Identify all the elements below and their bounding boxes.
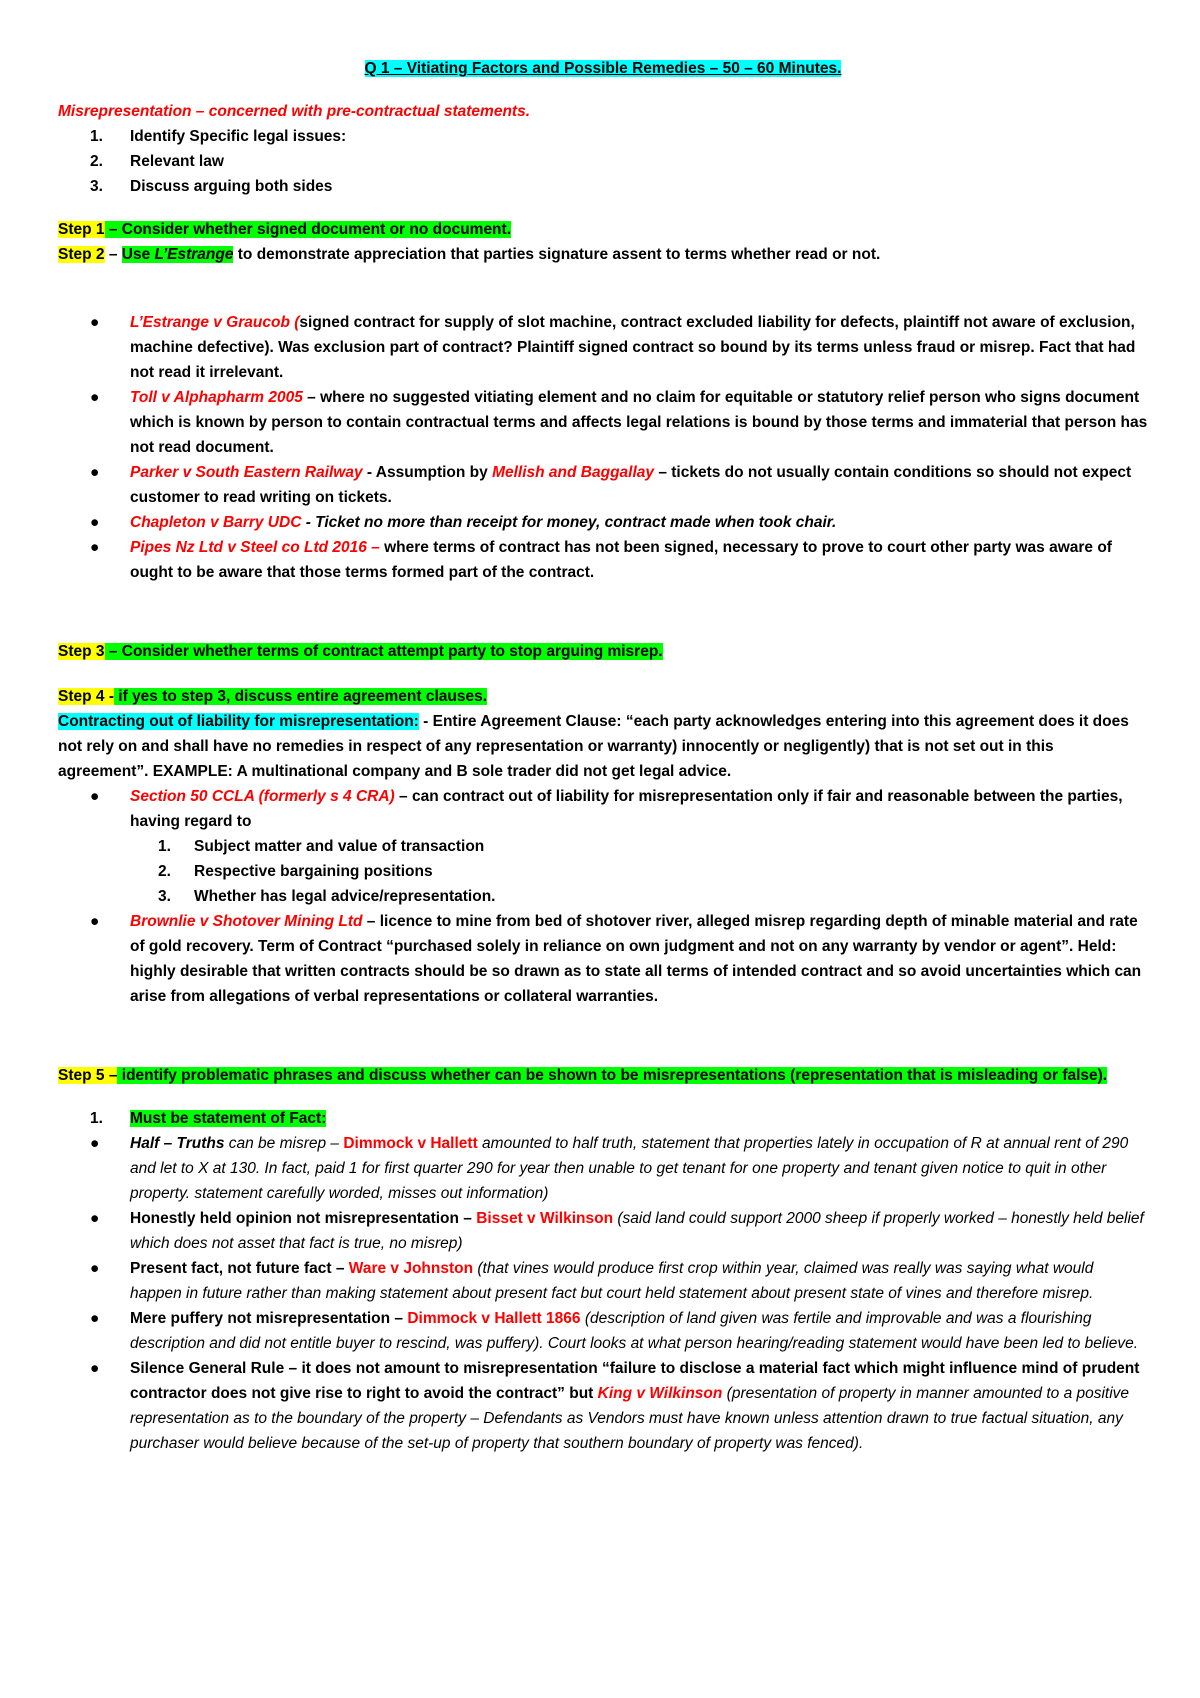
list-item: ● Section 50 CCLA (formerly s 4 CRA) – can contract out of liability for misrepresentation only if fair and reasonable between the parties, having regard to 1. Subject matter and value of transaction 2. Respective bargaining positions 3. Whether has legal advice/representation.	[58, 784, 1148, 909]
step-5: Step 5 – identify problematic phrases and discuss whether can be shown to be misrepresentations (representation that is misleading or false).	[58, 1067, 1108, 1084]
list-item: ● Honestly held opinion not misrepresentation – Bisset v Wilkinson (said land could support 2000 sheep if properly worked – honestly held belief which does not asset that fact is true, no misrep)	[90, 1210, 1144, 1252]
list-item: 2. Respective bargaining positions	[158, 863, 433, 880]
misrep-heading: Misrepresentation – concerned with pre-contractual statements.	[58, 103, 531, 120]
contracting-out-paragraph: Contracting out of liability for misrepresentation: - Entire Agreement Clause: “each party acknowledges entering into this agreement does it does not rely on and shall have no remedies in respect of any representation or warranty) innocently or negligently) that is not set out in this agreement”. EXAMPLE: A multinational company and B sole trader did not get legal advice.	[58, 713, 1129, 780]
list-item: ● Silence General Rule – it does not amount to misrepresentation “failure to disclose a material fact which might influence mind of prudent contractor does not give rise to right to avoid the contract” but King v Wilkinson (presentation of property in manner amounted to a positive representation as to the boundary of the property – Defendants as Vendors must have known unless attention drawn to true factual situation, any purchaser would believe because of the set-up of property that southern boundary of property was fenced).	[90, 1360, 1140, 1452]
list-item: 3. Whether has legal advice/representation.	[158, 888, 496, 905]
statement-of-fact-list	[58, 1131, 1148, 1456]
step-4: Step 4 - if yes to step 3, discuss entire agreement clauses.	[58, 688, 488, 705]
list-item: ● Present fact, not future fact – Ware v Johnston (that vines would produce first crop within year, claimed was really was saying what would happen in future rather than making statement about present fact but court held statement about present state of vines and therefore misrep.	[90, 1260, 1094, 1302]
fact-heading-list	[58, 1106, 1148, 1131]
page-title: Q 1 – Vitiating Factors and Possible Remedies – 50 – 60 Minutes.	[364, 60, 842, 77]
step-2: Step 2 – Use L’Estrange to demonstrate appreciation that parties signature assent to terms whether read or not.	[58, 246, 881, 263]
list-item: ● Toll v Alphapharm 2005 – where no suggested vitiating element and no claim for equitable or statutory relief person who signs document which is known by person to contain contractual terms and affects legal relations is bound by those terms and immaterial that person has not read document.	[90, 389, 1148, 456]
list-item: 3. Discuss arguing both sides	[90, 178, 333, 195]
approach-list	[58, 124, 1148, 199]
step-1: Step 1 – Consider whether signed document or no document.	[58, 221, 511, 238]
entire-agreement-cases	[58, 784, 1148, 1009]
signed-document-cases	[58, 310, 1148, 585]
list-item: 1. Identify Specific legal issues:	[90, 128, 347, 145]
list-item: ● L’Estrange v Graucob (signed contract for supply of slot machine, contract excluded liability for defects, plaintiff not aware of exclusion, machine defective). Was exclusion part of contract? Plaintiff signed contract so bound by its terms unless fraud or misrep. Fact that had not read it irrelevant.	[90, 314, 1136, 381]
list-item: 1. Subject matter and value of transaction	[158, 838, 485, 855]
list-item: ● Parker v South Eastern Railway - Assumption by Mellish and Baggallay – tickets do not usually contain conditions so should not expect customer to read writing on tickets.	[90, 464, 1132, 506]
section-50-factors	[130, 834, 1148, 909]
list-item: 1. Must be statement of Fact:	[90, 1110, 327, 1127]
list-item: ● Mere puffery not misrepresentation – Dimmock v Hallett 1866 (description of land given was fertile and improvable and was a flourishing description and did not entitle buyer to rescind, was puffery). Court looks at what person hearing/reading statement would have been led to believe.	[90, 1310, 1139, 1352]
list-item: ● Half – Truths can be misrep – Dimmock v Hallett amounted to half truth, statement that properties lately in occupation of R at annual rent of 290 and let to X at 130. In fact, paid 1 for first quarter 290 for year then unable to get tenant for one property and tenant given notice to quit in other property. statement carefully worded, misses out information)	[90, 1135, 1129, 1202]
list-item: 2. Relevant law	[90, 153, 224, 170]
list-item: ● Chapleton v Barry UDC - Ticket no more than receipt for money, contract made when took chair.	[90, 514, 837, 531]
list-item: ● Pipes Nz Ltd v Steel co Ltd 2016 – where terms of contract has not been signed, necessary to prove to court other party was aware of ought to be aware that those terms formed part of the contract.	[90, 539, 1112, 581]
document-page	[58, 56, 1148, 1456]
list-item: ● Brownlie v Shotover Mining Ltd – licence to mine from bed of shotover river, alleged misrep regarding depth of minable material and rate of gold recovery. Term of Contract “purchased solely in reliance on own judgment and not on any warranty by vendor or agent”. Held: highly desirable that written contracts should be so drawn as to state all terms of intended contract and so avoid uncertainties which can arise from allegations of verbal representations or collateral warranties.	[90, 913, 1142, 1005]
step-3: Step 3 – Consider whether terms of contract attempt party to stop arguing misrep.	[58, 643, 663, 660]
